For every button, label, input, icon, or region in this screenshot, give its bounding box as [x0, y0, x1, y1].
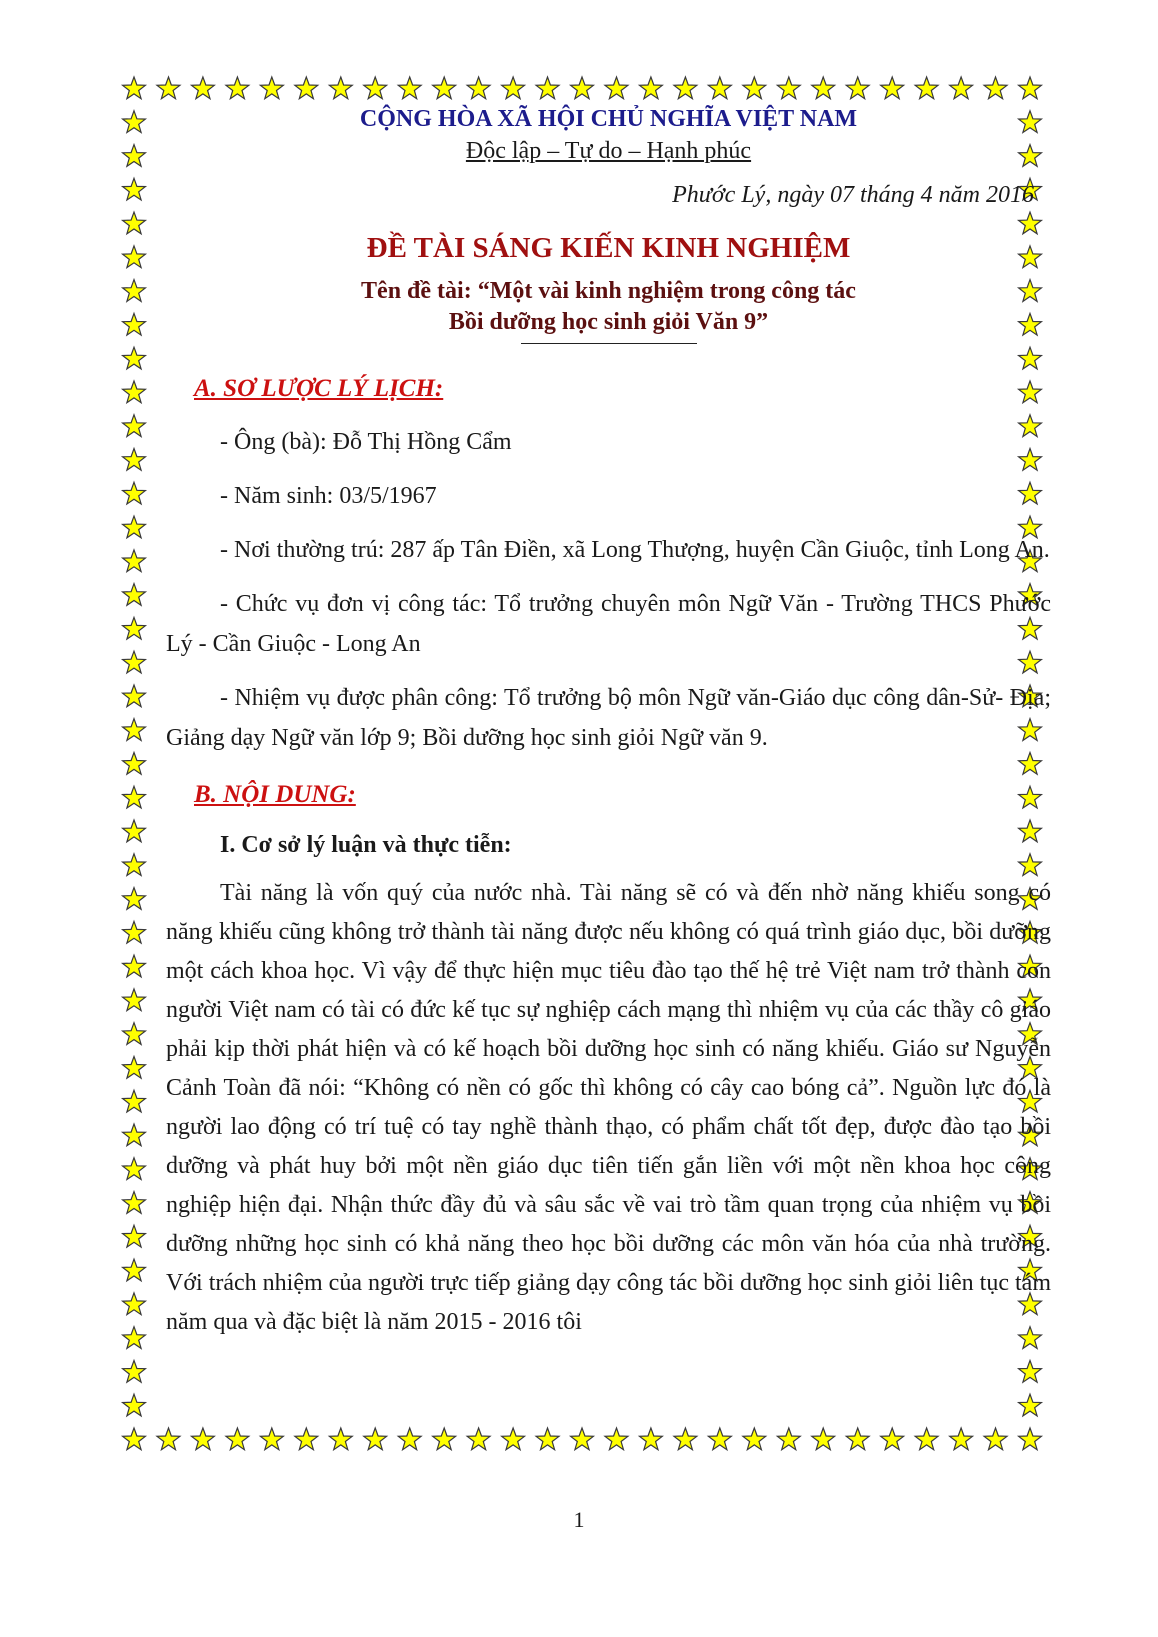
- star-icon: [950, 77, 973, 99]
- star-icon: [1019, 1394, 1042, 1416]
- star-icon: [123, 1293, 146, 1315]
- star-icon: [881, 1428, 904, 1450]
- star-icon: [984, 77, 1007, 99]
- star-icon: [846, 1428, 869, 1450]
- profile-duties: - Nhiệm vụ được phân công: Tổ trưởng bộ môn Ngữ văn-Giáo dục công dân-Sử- Địa; Giảng dạy Ngữ văn lớp 9; Bồi dưỡng học sinh giỏi Ngữ văn 9.: [166, 685, 1051, 751]
- topic-title: [166, 276, 1051, 338]
- star-icon: [123, 989, 146, 1011]
- star-icon: [123, 381, 146, 403]
- star-icon: [123, 145, 146, 167]
- star-icon: [329, 77, 352, 99]
- star-icon: [123, 347, 146, 369]
- star-icon: [260, 1428, 283, 1450]
- star-icon: [123, 888, 146, 910]
- star-icon: [915, 1428, 938, 1450]
- star-icon: [433, 1428, 456, 1450]
- star-icon: [123, 280, 146, 302]
- star-icon: [157, 1428, 180, 1450]
- star-icon: [123, 1361, 146, 1383]
- star-icon: [123, 1327, 146, 1349]
- profile-name: - Ông (bà): Đỗ Thị Hồng Cẩm: [220, 429, 512, 455]
- star-icon: [502, 1428, 525, 1450]
- star-icon: [123, 820, 146, 842]
- star-icon: [123, 516, 146, 538]
- star-icon: [123, 685, 146, 707]
- dateline: Phước Lý, ngày 07 tháng 4 năm 2016: [672, 182, 1034, 208]
- star-icon: [123, 753, 146, 775]
- document-title: ĐỀ TÀI SÁNG KIẾN KINH NGHIỆM: [366, 232, 851, 264]
- profile-birth-year: - Năm sinh: 03/5/1967: [220, 483, 437, 509]
- star-icon: [571, 77, 594, 99]
- star-icon: [536, 1428, 559, 1450]
- star-icon: [123, 1124, 146, 1146]
- star-icon: [1019, 77, 1042, 99]
- star-icon: [467, 77, 490, 99]
- star-icon: [536, 77, 559, 99]
- star-icon: [123, 921, 146, 943]
- section-b-heading: B. NỘI DUNG:: [194, 781, 356, 808]
- star-icon: [295, 1428, 318, 1450]
- star-icon: [123, 246, 146, 268]
- profile-residence: - Nơi thường trú: 287 ấp Tân Điền, xã Long Thượng, huyện Cần Giuộc, tỉnh Long An.: [220, 537, 1050, 563]
- star-icon: [123, 212, 146, 234]
- star-icon: [984, 1428, 1007, 1450]
- star-icon: [123, 111, 146, 133]
- star-icon: [1019, 1361, 1042, 1383]
- star-icon: [708, 1428, 731, 1450]
- star-icon: [123, 415, 146, 437]
- star-icon: [226, 1428, 249, 1450]
- motto-text: Độc lập – Tự do – Hạnh phúc: [465, 138, 752, 164]
- star-icon: [674, 1428, 697, 1450]
- topic-line-1: Tên đề tài: “Một vài kinh nghiệm trong công tác: [361, 278, 856, 304]
- motto: [166, 136, 1051, 166]
- star-icon: [398, 1428, 421, 1450]
- star-icon: [226, 77, 249, 99]
- star-icon: [915, 77, 938, 99]
- star-icon: [295, 77, 318, 99]
- star-icon: [846, 77, 869, 99]
- star-icon: [123, 1259, 146, 1281]
- subsection-heading: I. Cơ sở lý luận và thực tiễn:: [220, 832, 512, 858]
- star-icon: [123, 482, 146, 504]
- star-icon: [123, 1394, 146, 1416]
- profile-position: - Chức vụ đơn vị công tác: Tổ trưởng chuyên môn Ngữ Văn - Trường THCS Phước Lý - Cần Giuộc - Long An: [166, 591, 1051, 657]
- star-icon: [743, 1428, 766, 1450]
- star-icon: [329, 1428, 352, 1450]
- star-icon: [123, 77, 146, 99]
- star-icon: [123, 550, 146, 572]
- star-icon: [123, 854, 146, 876]
- star-icon: [950, 1428, 973, 1450]
- star-icon: [123, 955, 146, 977]
- star-icon: [123, 178, 146, 200]
- star-icon: [123, 1158, 146, 1180]
- star-icon: [605, 77, 628, 99]
- star-icon: [123, 1023, 146, 1045]
- star-icon: [123, 1192, 146, 1214]
- star-icon: [881, 77, 904, 99]
- page-number: 1: [573, 1507, 585, 1532]
- star-icon: [571, 1428, 594, 1450]
- star-icon: [674, 77, 697, 99]
- star-icon: [640, 77, 663, 99]
- star-icon: [123, 449, 146, 471]
- star-icon: [1019, 1428, 1042, 1450]
- star-icon: [708, 77, 731, 99]
- star-icon: [777, 1428, 800, 1450]
- star-icon: [123, 719, 146, 741]
- star-icon: [364, 1428, 387, 1450]
- title-divider: [521, 343, 697, 344]
- nation-title: CỘNG HÒA XÃ HỘI CHỦ NGHĨA VIỆT NAM: [359, 106, 858, 132]
- star-icon: [467, 1428, 490, 1450]
- star-icon: [123, 313, 146, 335]
- star-icon: [192, 1428, 215, 1450]
- star-icon: [123, 1428, 146, 1450]
- star-icon: [123, 1225, 146, 1247]
- star-icon: [640, 1428, 663, 1450]
- star-icon: [260, 77, 283, 99]
- topic-line-2: Bồi dưỡng học sinh giỏi Văn 9”: [448, 309, 769, 335]
- star-icon: [812, 1428, 835, 1450]
- star-icon: [364, 77, 387, 99]
- section-a-heading: A. SƠ LƯỢC LÝ LỊCH:: [194, 375, 444, 402]
- body-paragraph: Tài năng là vốn quý của nước nhà. Tài năng sẽ có và đến nhờ năng khiếu song có năng khiếu cũng không trở thành tài năng được nếu không có quá trình giáo dục, bồi dưỡng một cách khoa học. Vì vậy để thực hiện mục tiêu đào tạo thế hệ trẻ Việt nam trở thành con người Việt nam có tài có đức kế tục sự nghiệp cách mạng thì nhiệm vụ của các thầy cô giáo phải kịp thời phát hiện và có kế hoạch bồi dưỡng học sinh có năng khiếu. Giáo sư Nguyễn Cảnh Toàn đã nói: “Không có nền có gốc thì không có cây cao bóng cả”. Nguồn lực đó là người lao động có trí tuệ có tay nghề thành thạo, có phẩm chất tốt đẹp, được đào tạo bồi dưỡng và phát huy bởi một nền giáo dục tiên tiến gắn liền với một nền khoa học công nghiệp hiện đại. Nhận thức đầy đủ và sâu sắc về vai trò tầm quan trọng của nhiệm vụ bồi dưỡng những học sinh có khả năng theo học bồi dưỡng các môn văn hóa của nhà trường. Với trách nhiệm của người trực tiếp giảng dạy công tác bồi dưỡng học sinh giỏi liên tục tám năm qua và đặc biệt là năm 2015 - 2016 tôi: [166, 880, 1051, 1335]
- star-icon: [605, 1428, 628, 1450]
- star-icon: [123, 1090, 146, 1112]
- star-icon: [502, 77, 525, 99]
- page-body: [166, 104, 1051, 1342]
- star-icon: [433, 77, 456, 99]
- star-icon: [157, 77, 180, 99]
- star-icon: [812, 77, 835, 99]
- star-icon: [777, 77, 800, 99]
- star-icon: [743, 77, 766, 99]
- star-icon: [192, 77, 215, 99]
- star-icon: [123, 1057, 146, 1079]
- star-icon: [123, 651, 146, 673]
- star-icon: [123, 584, 146, 606]
- star-icon: [123, 786, 146, 808]
- star-icon: [398, 77, 421, 99]
- star-icon: [123, 617, 146, 639]
